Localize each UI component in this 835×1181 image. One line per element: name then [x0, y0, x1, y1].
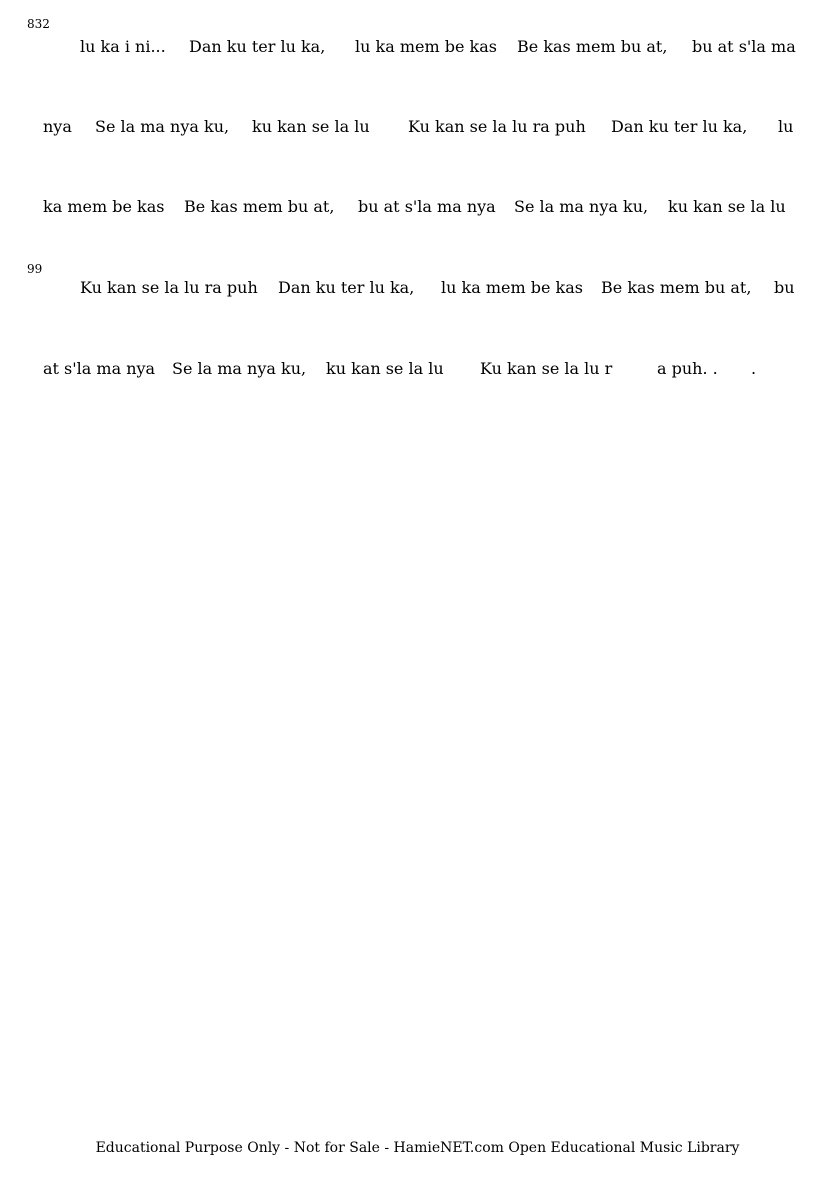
lyric-phrase: Dan ku ter lu ka, — [189, 37, 326, 56]
lyric-phrase: Se la ma nya ku, — [514, 197, 649, 216]
lyric-phrase: Se la ma nya ku, — [95, 117, 230, 136]
lyric-phrase: a puh. . — [657, 359, 718, 378]
lyric-line-4 — [0, 276, 835, 300]
lyric-line-2 — [0, 115, 835, 139]
lyric-phrase: Dan ku ter lu ka, — [278, 278, 415, 297]
lyric-phrase: lu — [778, 117, 794, 136]
lyric-phrase: bu at s'la ma — [692, 37, 796, 56]
measure-number: 832 — [27, 17, 50, 31]
lyric-phrase: lu ka i ni... — [80, 37, 166, 56]
footer-notice: Educational Purpose Only - Not for Sale - HamieNET.com Open Educational Music Library — [95, 1140, 740, 1156]
lyric-phrase: Ku kan se la lu ra puh — [408, 117, 586, 136]
lyric-line-3 — [0, 195, 835, 219]
lyric-phrase: at s'la ma nya — [43, 359, 156, 378]
lyric-phrase: Be kas mem bu at, — [517, 37, 668, 56]
lyric-phrase: . — [751, 359, 757, 378]
lyric-phrase: Se la ma nya ku, — [172, 359, 307, 378]
lyric-phrase: bu — [774, 278, 795, 297]
lyric-phrase: Be kas mem bu at, — [601, 278, 752, 297]
lyric-line-5 — [0, 357, 835, 381]
lyric-phrase: ku kan se la lu — [668, 197, 786, 216]
measure-number: 99 — [27, 262, 43, 276]
lyric-phrase: lu ka mem be kas — [355, 37, 497, 56]
lyric-phrase: ku kan se la lu — [252, 117, 370, 136]
lyric-phrase: lu ka mem be kas — [441, 278, 583, 297]
lyric-phrase: Dan ku ter lu ka, — [611, 117, 748, 136]
lyric-phrase: ka mem be kas — [43, 197, 165, 216]
lyric-phrase: bu at s'la ma nya — [358, 197, 496, 216]
lyric-line-1 — [0, 35, 835, 59]
lyric-phrase: Ku kan se la lu ra puh — [80, 278, 258, 297]
lyric-phrase: Ku kan se la lu r — [480, 359, 613, 378]
lyric-phrase: nya — [43, 117, 72, 136]
lyric-phrase: ku kan se la lu — [326, 359, 444, 378]
lyric-phrase: Be kas mem bu at, — [184, 197, 335, 216]
